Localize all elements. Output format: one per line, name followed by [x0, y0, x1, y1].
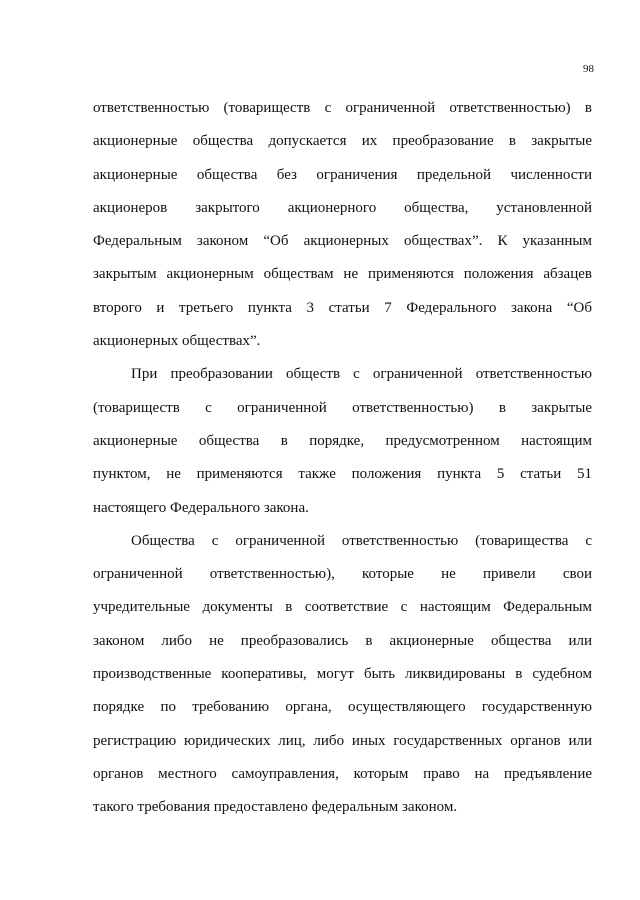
text-line: акционеров закрытого акционерного общества, установленной: [93, 199, 592, 216]
text-line: настоящего Федерального закона.: [93, 499, 309, 516]
text-line: порядке по требованию органа, осуществляющего государственную: [93, 699, 592, 716]
text-line: второго и третьего пункта 3 статьи 7 Федерального закона “Об: [93, 299, 592, 316]
text-line: акционерных обществах”.: [93, 333, 261, 350]
text-line: При преобразовании обществ с ограниченной ответственностью: [131, 366, 592, 383]
text-line: акционерные общества в порядке, предусмотренном настоящим: [93, 432, 592, 449]
document-body: [93, 92, 592, 825]
text-line: пунктом, не применяются также положения пункта 5 статьи 51: [93, 466, 592, 483]
text-line: ответственностью (товариществ с ограниченной ответственностью) в: [93, 100, 592, 116]
paragraph: [93, 525, 592, 825]
text-line: закрытым акционерным обществам не применяются положения абзацев: [93, 266, 592, 283]
page-number: 98: [583, 63, 594, 75]
text-line: органов местного самоуправления, которым право на предъявление: [93, 765, 592, 782]
paragraph: [93, 92, 592, 358]
text-line: ограниченной ответственностью), которые не привели свои: [93, 566, 592, 583]
paragraph: [93, 358, 592, 524]
text-line: Федеральным законом “Об акционерных обществах”. К указанным: [93, 233, 592, 250]
text-line: акционерные общества без ограничения предельной численности: [93, 166, 592, 183]
text-line: производственные кооперативы, могут быть ликвидированы в судебном: [93, 666, 592, 683]
text-line: (товариществ с ограниченной ответственностью) в закрытые: [93, 399, 592, 416]
text-line: законом либо не преобразовались в акционерные общества или: [93, 632, 592, 649]
text-line: Общества с ограниченной ответственностью (товарищества с: [131, 532, 592, 549]
text-line: такого требования предоставлено федеральным законом.: [93, 799, 458, 816]
text-line: акционерные общества допускается их преобразование в закрытые: [93, 133, 592, 150]
text-line: регистрацию юридических лиц, либо иных государственных органов или: [93, 732, 592, 749]
text-line: учредительные документы в соответствие с настоящим Федеральным: [93, 599, 592, 616]
